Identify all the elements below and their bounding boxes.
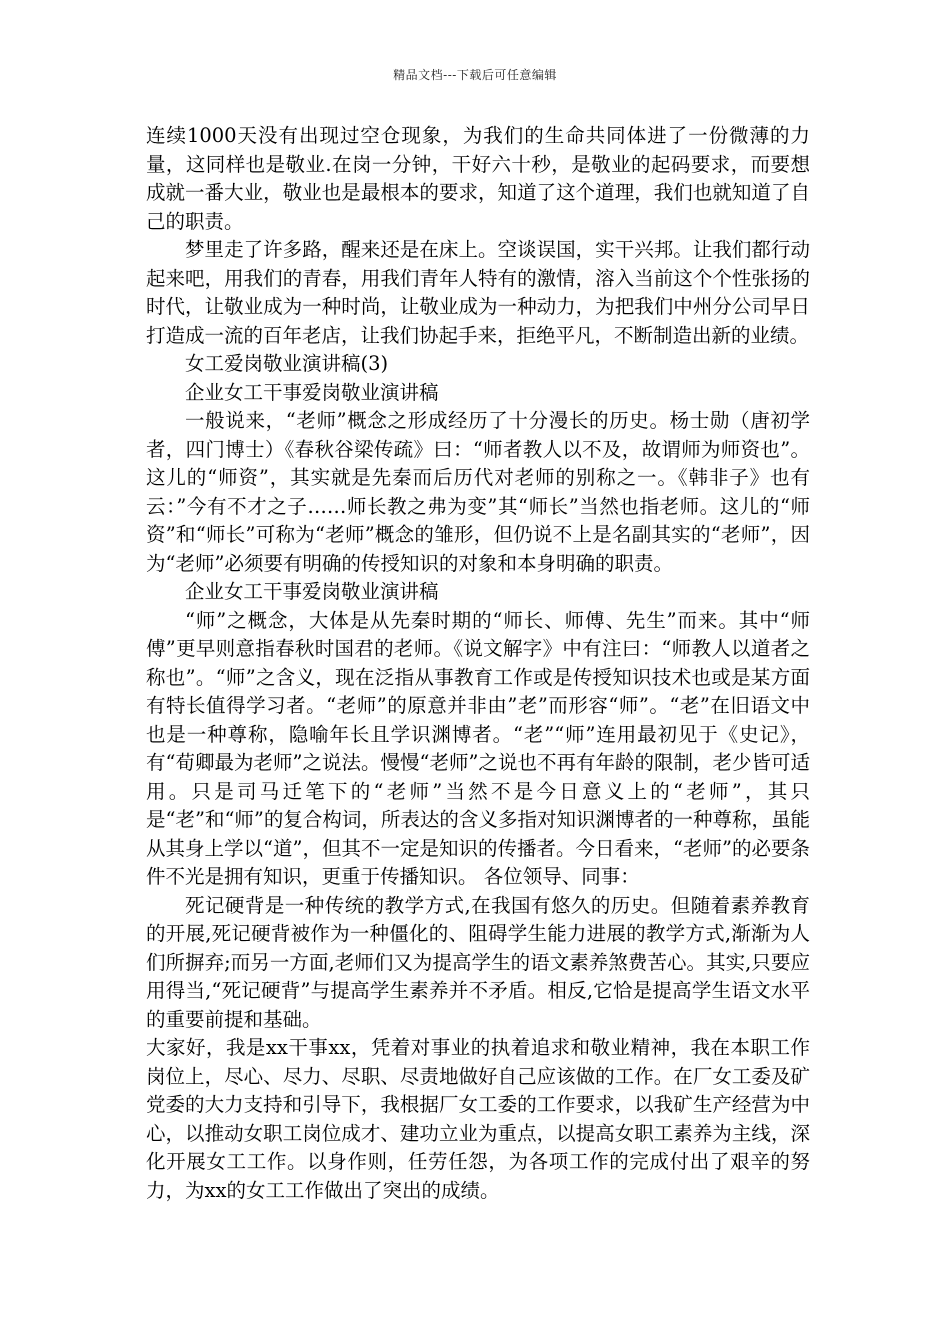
section-title: 女工爱岗敬业演讲稿(3) bbox=[185, 352, 389, 375]
subsection-title-repeat: 企业女工干事爱岗敬业演讲稿 bbox=[185, 580, 439, 603]
subsection-title: 企业女工干事爱岗敬业演讲稿 bbox=[185, 380, 439, 404]
page-header: 精品文档---下载后可任意编辑 bbox=[393, 68, 557, 82]
paragraph-call-to-action: 梦里走了许多路，醒来还是在床上。空谈误国，实干兴邦。让我们都行动起来吧，用我们的青春，用我们青年人特有的激情，溶入当前这个个性张扬的时代，让敬业成为一种时尚，让敬业成为一种动力，为把我们中州分公司早日打造成一流的百年老店，让我们协起手来，拒绝平凡，不断制造出新的业绩。 bbox=[146, 238, 810, 347]
paragraph-continuation: 连续1000天没有出现过空仓现象，为我们的生命共同体进了一份微薄的力量，这同样也是敬业.在岗一分钟，干好六十秒，是敬业的起码要求，而要想成就一番大业，敬业也是最根本的要求，知道了这个道理，我们也就知道了自己的职责。 bbox=[146, 124, 810, 233]
paragraph-teacher-history: 一般说来，“老师”概念之形成经历了十分漫长的历史。杨士勋（唐初学者，四门博士）《春秋谷梁传疏》曰：“师者教人以不及，故谓师为师资也”。这儿的“师资”，其实就是先秦而后历代对老师的别称之一。《韩非子》也有云：”今有不才之子……师长教之弗为变”其“师长”当然也指老师。这儿的“师资”和“师长”可称为“老师”概念的雏形，但仍说不上是名副其实的“老师”，因为“老师”必须要有明确的传授知识的对象和本身明确的职责。 bbox=[146, 409, 810, 575]
paragraph-rote-learning: 死记硬背是一种传统的教学方式,在我国有悠久的历史。但随着素养教育的开展,死记硬背被作为一种僵化的、阻碍学生能力进展的教学方式,渐渐为人们所摒弃;而另一方面,老师们又为提高学生的语文素养煞费苦心。其实,只要应用得当,“死记硬背”与提高学生素养并不矛盾。相反,它恰是提高学生语文水平的重要前提和基础。 bbox=[146, 893, 810, 1031]
paragraph-self-introduction: 大家好，我是xx干事xx，凭着对事业的执着追求和敬业精神，我在本职工作岗位上，尽心、尽力、尽职、尽责地做好自己应该做的工作。在厂女工委及矿党委的大力支持和引导下，我根据厂女工委的工作要求，以我矿生产经营为中心，以推动女职工岗位成才、建功立业为重点，以提高女职工素养为主线，深化开展女工工作。以身作则，任劳任怨，为各项工作的完成付出了艰辛的努力，为xx的女工工作做出了突出的成绩。 bbox=[146, 1036, 810, 1202]
paragraph-teacher-concept: “师”之概念，大体是从先秦时期的“师长、师傅、先生”而来。其中“师傅”更早则意指春秋时国君的老师。《说文解字》中有注曰：“师教人以道者之称也”。“师”之含义，现在泛指从事教育工作或是传授知识技术也或是某方面有特长值得学习者。“老师”的原意并非由”老”而形容“师”。“老”在旧语文中也是一种尊称，隐喻年长且学识渊博者。“老”“师”连用最初见于《史记》，有“荀卿最为老师”之说法。慢慢“老师”之说也不再有年龄的限制，老少皆可适用。只是司马迁笔下的“老师”当然不是今日意义上的“老师”，其只是“老”和“师”的复合构词，所表达的含义多指对知识渊博者的一种尊称，虽能从其身上学以“道”，但其不一定是知识的传播者。今日看来，“老师”的必要条件不光是拥有知识，更重于传播知识。 各位领导、同事： bbox=[146, 608, 810, 888]
document-body bbox=[146, 122, 810, 1205]
